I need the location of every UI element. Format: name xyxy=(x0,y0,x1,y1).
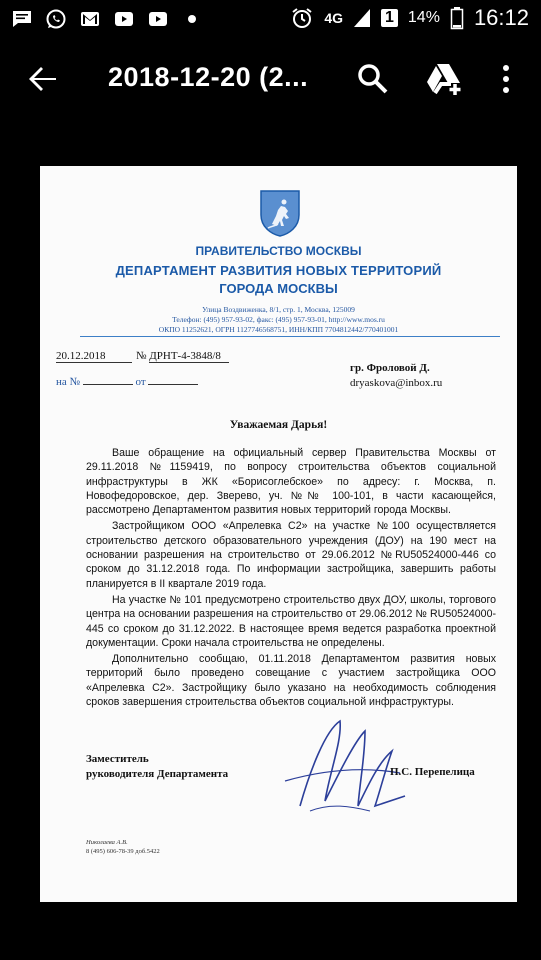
more-notifications-icon xyxy=(180,7,204,31)
system-status xyxy=(290,5,529,31)
greeting: Уважаемая Дарья! xyxy=(229,419,328,431)
recipient-email: dryaskova@inbox.ru xyxy=(350,377,443,389)
paragraph xyxy=(86,652,496,709)
paragraph xyxy=(86,519,496,590)
paragraph-text: Ваше обращение на официальный сервер Правительства Москвы от 29.11.2018 №1159419, по вопросу строительства объектов социальной инфраструктуры в ЖК «Борисоглебское» по адресу: г. Москва, п. Новофедоровское, дер. Зверево, уч. №№ 100-101, в части касающейся, рассмотрено Департаментом развития новых территорий города Москвы. xyxy=(86,447,496,517)
sim-slot-badge: 1 xyxy=(381,9,398,27)
document-title: 2018-12-20 (2... xyxy=(108,62,309,92)
app-bar xyxy=(0,40,541,118)
notification-icons xyxy=(10,7,204,31)
add-to-drive-icon[interactable] xyxy=(426,62,462,96)
letter-body xyxy=(86,446,496,709)
status-bar xyxy=(0,0,541,40)
paragraph-text: На участке № 101 предусмотрено строительство двух ДОУ, школы, торгового центра на основании разрешения на строительство от 29.06.2012 № RU50524000-445 со сроком до 31.12.2022. В настоящее время ведется разработка проектной документации. Сроки начала строительства не определены. xyxy=(86,593,496,649)
reply-from: от xyxy=(135,376,146,388)
letter-number-field xyxy=(136,350,229,363)
paragraph xyxy=(86,593,496,650)
reply-to-field xyxy=(56,376,198,388)
reply-number-blank xyxy=(83,384,133,385)
paragraph xyxy=(86,446,496,517)
reply-date-blank xyxy=(148,384,198,385)
search-icon[interactable] xyxy=(356,62,390,96)
contacts-line: Телефон: (495) 957-93-02, факс: (495) 957-93-01, http://www.mos.ru xyxy=(172,315,385,324)
letter-date: 20.12.2018 xyxy=(56,350,132,363)
signer-name: П.С. Перепелица xyxy=(390,766,475,778)
signer-title-line-1: Заместитель xyxy=(86,753,149,765)
executor-phone: 8 (495) 606-78-39 доб.5422 xyxy=(86,848,160,855)
signer-title xyxy=(86,752,228,782)
department-city: ГОРОДА МОСКВЫ xyxy=(219,281,338,296)
executor-name: Николаева А.В. xyxy=(86,839,128,846)
battery-icon xyxy=(450,6,464,30)
address-line: Улица Воздвиженка, 8/1, стр. 1, Москва, 125009 xyxy=(202,305,355,314)
gov-header: ПРАВИТЕЛЬСТВО МОСКВЫ xyxy=(195,244,362,258)
recipient-name: гр. Фроловой Д. xyxy=(350,362,430,374)
battery-percent: 14% xyxy=(407,9,440,26)
paragraph-text: Дополнительно сообщаю, 01.11.2018 Департаментом развития новых территорий было проведено совещание с участием застройщика ООО «Апрелевка С2». Застройщику было указано на необходимость соблюдения сроков завершения строительства объектов социальной инфраструктуры. xyxy=(86,653,496,709)
gmail-icon xyxy=(78,7,102,31)
youtube-icon-2 xyxy=(146,7,170,31)
messages-icon xyxy=(10,7,34,31)
codes-line: ОКПО 11252621, ОГРН 1127746568751, ИНН/КПП 7704812442/770401001 xyxy=(158,325,399,334)
network-type: 4G xyxy=(324,10,343,26)
header-divider xyxy=(80,336,500,337)
number-prefix: № xyxy=(136,350,147,362)
signal-icon xyxy=(353,8,371,28)
recipient-block xyxy=(350,362,442,389)
letter-date-field xyxy=(56,350,132,363)
letter-page xyxy=(40,166,517,902)
executor-block xyxy=(86,838,160,856)
reply-prefix: на № xyxy=(56,376,81,388)
signer-title-line-2: руководителя Департамента xyxy=(86,768,229,780)
youtube-icon xyxy=(112,7,136,31)
more-options-icon[interactable] xyxy=(496,62,516,96)
whatsapp-icon xyxy=(44,7,68,31)
department-name: ДЕПАРТАМЕНТ РАЗВИТИЯ НОВЫХ ТЕРРИТОРИЙ xyxy=(115,263,442,278)
moscow-coat-of-arms-icon xyxy=(258,188,302,238)
alarm-icon xyxy=(290,6,314,30)
back-arrow-icon[interactable] xyxy=(26,62,60,96)
paragraph-text: Застройщиком ООО «Апрелевка С2» на участке №100 осуществляется строительство детского образовательного учреждения (ДОУ) на 190 мест на основании разрешения на строительство от 29.06.2012 №RU50524000-446 со сроком до 31.12.2018 года. По информации застройщика, завершить работы планируется в II квартале 2019 года. xyxy=(86,520,496,590)
clock: 16:12 xyxy=(473,5,529,30)
letter-number: ДРНТ-4-3848/8 xyxy=(149,350,229,363)
